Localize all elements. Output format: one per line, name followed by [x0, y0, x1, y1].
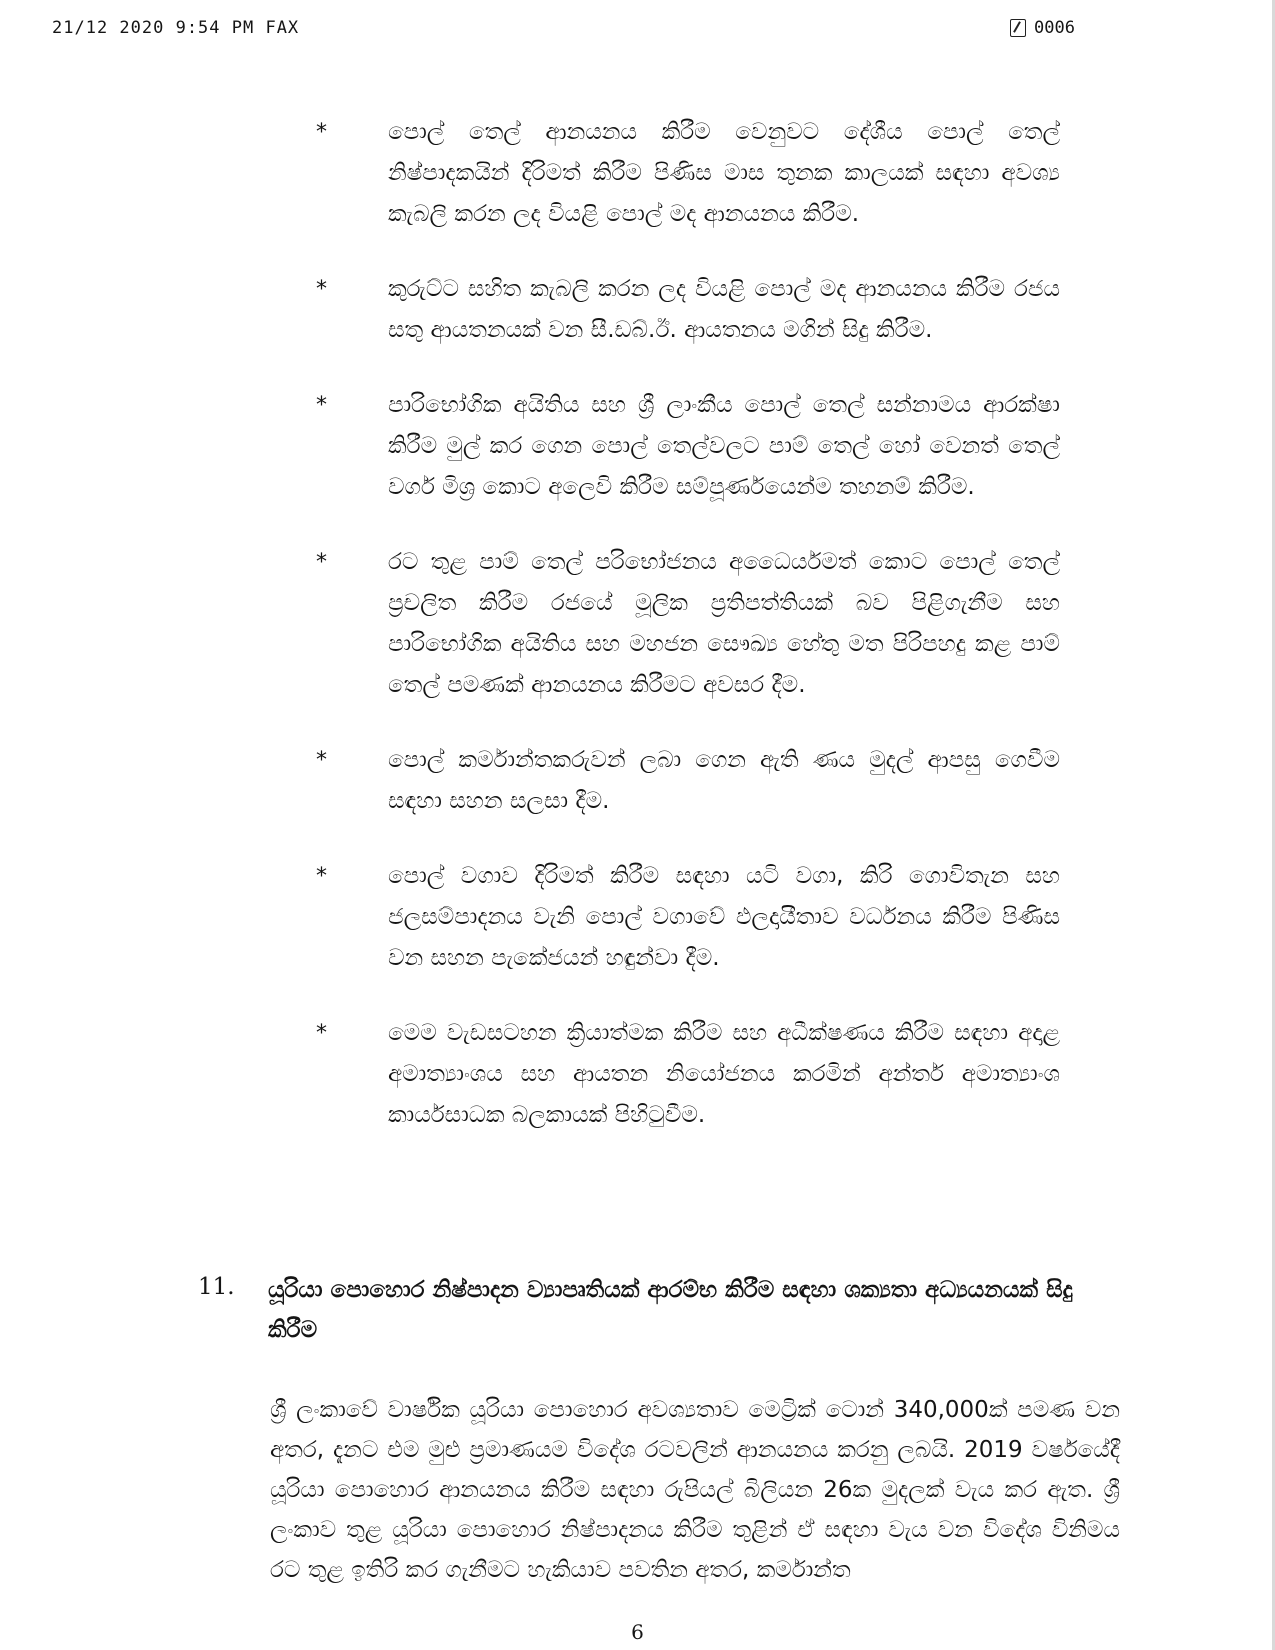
bullet-marker: *	[316, 277, 327, 302]
list-item	[316, 112, 1060, 235]
page-number: 6	[631, 1620, 644, 1644]
bullet-marker: *	[316, 393, 327, 418]
bullet-marker: *	[316, 550, 327, 575]
bullet-list	[316, 112, 1060, 1170]
bullet-marker: *	[316, 864, 327, 889]
fax-page-code: 0006	[1034, 18, 1075, 38]
bullet-text: පොල් තෙල් ආනයනය කිරීම වෙනුවට දේශීය පොල් තෙල් නිෂ්පාදකයින් දිරිමත් කිරීම පිණිස මාස තුනක කාලයක් සඳහා අවශ්‍ය කැබලි කරන ලද වියළි පොල් මද ආනයනය කිරීම.	[388, 119, 1060, 227]
section-number: 11.	[198, 1274, 235, 1300]
fax-page-indicator	[1010, 18, 1075, 38]
list-item	[316, 856, 1060, 979]
fax-page-icon	[1010, 19, 1026, 37]
bullet-text: පොල් කර්මාන්තකරුවන් ලබා ගෙන ඇති ණය මුදල් ආපසු ගෙවීම සඳහා සහන සලසා දීම.	[388, 747, 1060, 814]
list-item	[316, 385, 1060, 508]
bullet-text: කුරුට්ට සහිත කැබලි කරන ලද වියළි පොල් මද ආනයනය කිරීම රජය සතු ආයතනයක් වන සී.ඩබ්.ඊ. ආයතනය මගින් සිදු කිරීම.	[388, 276, 1060, 343]
section-heading	[198, 1270, 1120, 1350]
list-item	[316, 1013, 1060, 1136]
fax-header-datetime: 21/12 2020 9:54 PM FAX	[52, 18, 300, 38]
bullet-text: පොල් වගාව දිරිමත් කිරීම සඳහා යටි වගා, කිරි ගොවිතැන සහ ජලසම්පාදනය වැනි පොල් වගාවේ ඵලදායීතාව වර්ධනය කිරීම පිණිස වන සහන පැකේජයන් හඳුන්වා දීම.	[388, 863, 1060, 971]
bullet-marker: *	[316, 748, 327, 773]
list-item	[316, 269, 1060, 351]
bullet-text: මෙම වැඩසටහන ක්‍රියාත්මක කිරීම සහ අධීක්ෂණය කිරීම සඳහා අදාළ අමාත්‍යාංශය සහ ආයතන නියෝජනය කරමින් අන්තර් අමාත්‍යාංශ කාර්යසාධක බලකායක් පිහිටුවීම.	[388, 1020, 1060, 1128]
bullet-marker: *	[316, 1021, 327, 1046]
section-paragraph: ශ්‍රී ලංකාවේ වාර්ෂික යූරියා පොහොර අවශ්‍යතාව මෙට්‍රික් ටොන් 340,000ක් පමණ වන අතර, දැනට එම මුළු ප්‍රමාණයම විදේශ රටවලින් ආනයනය කරනු ලබයි. 2019 වර්ෂයේදී යූරියා පොහොර ආනයනය කිරීම සඳහා රුපියල් බිලියන 26ක මුදලක් වැය කර ඇත. ශ්‍රී ලංකාව තුළ යූරියා පොහොර නිෂ්පාදනය කිරීම තුළින් ඒ සඳහා වැය වන විදේශ විනිමය රට තුළ ඉතිරි කර ගැනීමට හැකියාව පවතින අතර, කර්මාන්ත	[270, 1397, 1120, 1583]
section-title: යූරියා පොහොර නිෂ්පාදන ව්‍යාපෘතියක් ආරම්භ කිරීම සඳහා ශක්‍යතා අධ්‍යයනයක් සිදු කිරීම	[268, 1277, 1073, 1343]
bullet-marker: *	[316, 120, 327, 145]
bullet-text: රට තුළ පාම් තෙල් පරිභෝජනය අධෛර්යමත් කොට පොල් තෙල් ප්‍රචලිත කිරීම රජයේ මූලික ප්‍රතිපත්තියක් බව පිළිගැනීම සහ පාරිභෝගික අයිතිය සහ මහජන සෞඛ්‍ය හේතු මත පිරිපහදු කළ පාම් තෙල් පමණක් ආනයනය කිරීමට අවසර දීම.	[388, 549, 1060, 698]
list-item	[316, 542, 1060, 706]
bullet-text: පාරිභෝගික අයිතිය සහ ශ්‍රී ලාංකීය පොල් තෙල් සන්නාමය ආරක්ෂා කිරීම මුල් කර ගෙන පොල් තෙල්වලට පාම් තෙල් හෝ වෙනත් තෙල් වර්ග මිශ්‍ර කොට අලෙවි කිරීම සම්පූර්ණයෙන්ම තහනම් කිරීම.	[388, 392, 1060, 500]
list-item	[316, 740, 1060, 822]
